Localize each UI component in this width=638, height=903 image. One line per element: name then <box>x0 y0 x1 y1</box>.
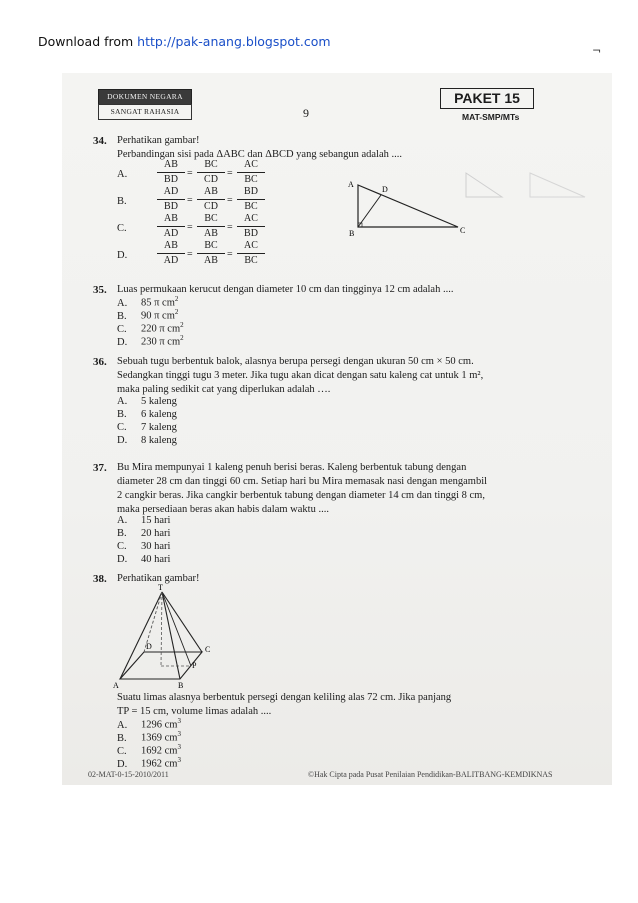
label-d: D <box>146 642 152 651</box>
label-t: T <box>158 583 163 592</box>
banner-prefix: Download from <box>38 34 138 49</box>
q34-line2: Perbandingan sisi pada ΔABC dan ΔBCD yang sebangun adalah .... <box>117 149 402 160</box>
q38-option-c[interactable]: C. 1692 $cm^3$ <box>117 743 181 757</box>
q36-option-d[interactable]: D. 8 kaleng <box>117 435 177 446</box>
q36-option-a[interactable]: A. 5 kaleng <box>117 396 177 407</box>
q37-line3: 2 cangkir beras. Jika cangkir berbentuk tabung dengan diameter 14 cm dan tinggi 8 cm, <box>117 490 485 501</box>
label-a: A <box>348 180 354 189</box>
q37-line4: maka persediaan beras akan habis dalam waktu .... <box>117 504 329 515</box>
option-label: B. <box>117 196 127 207</box>
q34-line1: Perhatikan gambar! <box>117 135 200 146</box>
q37-option-c[interactable]: C. 30 hari <box>117 541 171 552</box>
q35-option-b[interactable]: B. 90 π $cm^2$ <box>117 308 179 322</box>
q35-text: Luas permukaan kerucut dengan diameter 10 cm dan tingginya 12 cm adalah .... <box>117 284 454 295</box>
fraction: $\frac{BD}{BC}$ <box>237 186 265 213</box>
label-p: P <box>192 661 197 670</box>
option-label: A. <box>117 169 128 180</box>
q38-line3: TP = 15 cm, volume limas adalah .... <box>117 706 272 717</box>
q38-option-a[interactable]: A. 1296 $cm^3$ <box>117 717 181 731</box>
fraction: $\frac{AB}{AD}$ <box>157 213 185 240</box>
q34-number: 34. <box>93 135 107 147</box>
banner-link[interactable]: http://pak-anang.blogspot.com <box>137 34 331 49</box>
q38-line2: Suatu limas alasnya berbentuk persegi dengan keliling alas 72 cm. Jika panjang <box>117 692 452 703</box>
q38-pyramid-figure <box>112 582 222 692</box>
q37-line1: Bu Mira mempunyai 1 kaleng penuh berisi beras. Kaleng berbentuk tabung dengan <box>117 462 467 473</box>
fraction: $\frac{BC}{AB}$ <box>197 240 225 267</box>
q37-option-a[interactable]: A. 15 hari <box>117 515 171 526</box>
doc-label-negara: DOKUMEN NEGARA <box>98 89 192 105</box>
page-number: 9 <box>303 106 309 120</box>
footer-copyright: ©Hak Cipta pada Pusat Penilaian Pendidikan-BALITBANG-KEMDIKNAS <box>308 770 553 779</box>
fraction: $\frac{BC}{AB}$ <box>197 213 225 240</box>
download-banner <box>38 34 331 49</box>
fraction: $\frac{AD}{BD}$ <box>157 186 185 213</box>
q36-line3: maka paling sedikit cat yang diperlukan adalah …. <box>117 384 331 395</box>
q36-line2: Sedangkan tinggi tugu 3 meter. Jika tugu akan dicat dengan satu kaleng cat untuk 1 m², <box>117 370 484 381</box>
q36-line1: Sebuah tugu berbentuk balok, alasnya berupa persegi dengan ukuran 50 cm × 50 cm. <box>117 356 474 367</box>
q35-option-c[interactable]: C. 220 π $cm^2$ <box>117 321 184 335</box>
fraction: $\frac{AC}{BC}$ <box>237 159 265 186</box>
q37-option-d[interactable]: D. 40 hari <box>117 554 171 565</box>
fraction: $\frac{BC}{CD}$ <box>197 159 225 186</box>
q36-option-b[interactable]: B. 6 kaleng <box>117 409 177 420</box>
fraction: $\frac{AB}{AD}$ <box>157 240 185 267</box>
q35-option-a[interactable]: A. 85 π $cm^2$ <box>117 295 179 309</box>
fraction: $\frac{AB}{CD}$ <box>197 186 225 213</box>
doc-label-rahasia: SANGAT RAHASIA <box>98 104 192 120</box>
option-label: C. <box>117 223 127 234</box>
paket-badge: PAKET 15 <box>440 88 534 109</box>
faint-bleed-figure <box>450 165 595 210</box>
q35-number: 35. <box>93 284 107 296</box>
label-c: C <box>460 226 466 235</box>
option-label: D. <box>117 250 128 261</box>
fraction: $\frac{AC}{BC}$ <box>237 240 265 267</box>
q35-option-d[interactable]: D. 230 π $cm^2$ <box>117 334 184 348</box>
q38-option-b[interactable]: B. 1369 $cm^3$ <box>117 730 181 744</box>
q37-number: 37. <box>93 462 107 474</box>
subject-code: MAT-SMP/MTs <box>462 112 520 122</box>
q37-line2: diameter 28 cm dan tinggi 60 cm. Setiap hari bu Mira memasak nasi dengan mengambil <box>117 476 488 487</box>
fraction: $\frac{AC}{BD}$ <box>237 213 265 240</box>
q38-option-d[interactable]: D. 1962 $cm^3$ <box>117 756 181 770</box>
label-a: A <box>113 681 119 690</box>
q38-number: 38. <box>93 573 107 585</box>
label-c: C <box>205 645 211 654</box>
q37-option-b[interactable]: B. 20 hari <box>117 528 171 539</box>
label-d: D <box>382 185 388 194</box>
q36-number: 36. <box>93 356 107 368</box>
footer-code: 02-MAT-0-15-2010/2011 <box>88 770 169 779</box>
q38-line1: Perhatikan gambar! <box>117 573 200 584</box>
corner-mark: ¬ <box>592 44 602 57</box>
q36-option-c[interactable]: C. 7 kaleng <box>117 422 177 433</box>
fraction: $\frac{AB}{BD}$ <box>157 159 185 186</box>
label-b: B <box>349 229 355 238</box>
label-b: B <box>178 681 184 690</box>
